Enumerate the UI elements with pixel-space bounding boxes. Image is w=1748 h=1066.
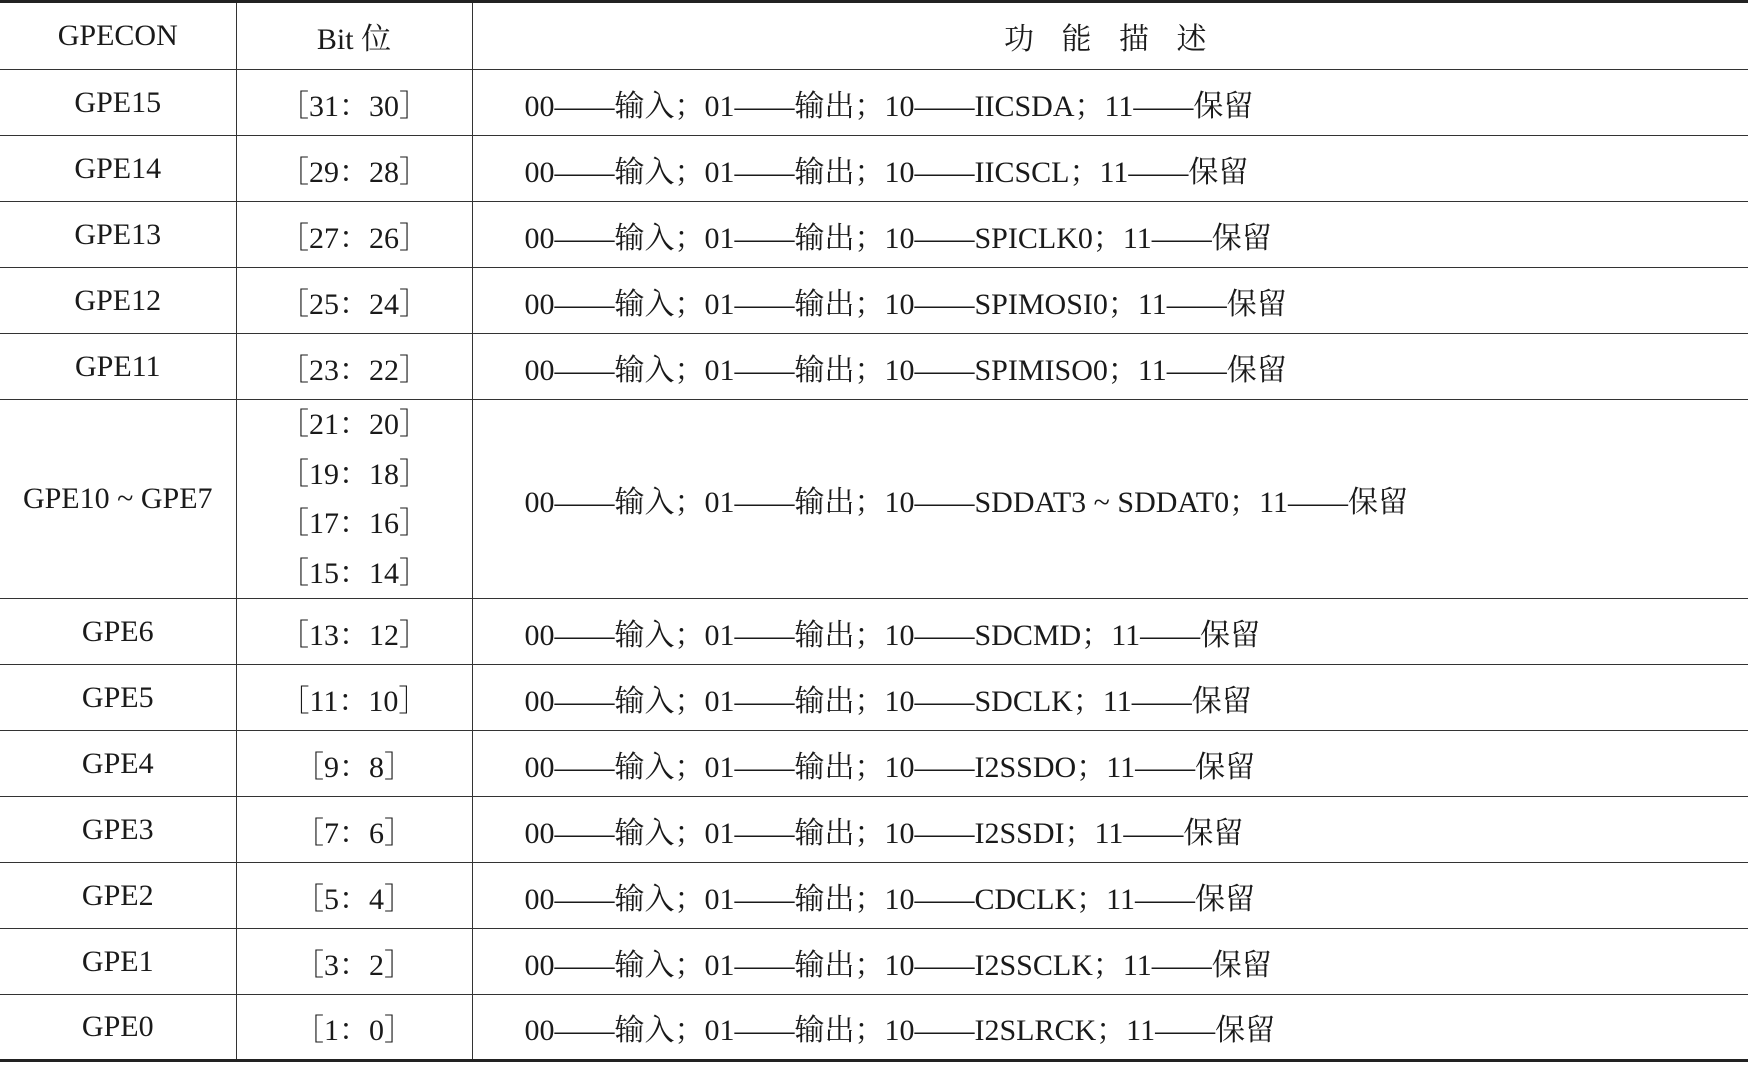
bit-range-cell [236,731,472,797]
bit-range: ［1：0］ [294,1014,414,1047]
table-row [0,202,1748,268]
pin-cell: GPE2 [0,863,236,929]
header-gpecon: GPECON [0,2,236,70]
bit-range-cell [236,268,472,334]
bit-range-cell [236,995,472,1061]
pin-cell: GPE3 [0,797,236,863]
table-row [0,136,1748,202]
table-row [0,268,1748,334]
pin-cell: GPE5 [0,665,236,731]
header-description: 功 能 描 述 [472,2,1748,70]
bit-range: ［29：28］ [279,155,429,189]
bit-range: ［21：20］ [279,408,429,441]
function-description-cell: 00——输入；01——输出；10——I2SSDO；11——保留 [472,731,1748,797]
bit-range-cell [236,929,472,995]
function-description-cell: 00——输入；01——输出；10——I2SSDI；11——保留 [472,797,1748,863]
pin-cell: GPE12 [0,268,236,334]
bit-range-cell [236,400,472,599]
table-row [0,599,1748,665]
table-row [0,70,1748,136]
bit-range: ［11：10］ [279,684,429,718]
function-description-cell: 00——输入；01——输出；10——SDCMD；11——保留 [472,599,1748,665]
bit-range-cell [236,665,472,731]
table-row [0,731,1748,797]
bit-range-cell [236,599,472,665]
bit-range-cell [236,202,472,268]
bit-range: ［5：4］ [294,882,414,916]
function-description-cell: 00——输入；01——输出；10——SPICLK0；11——保留 [472,202,1748,268]
bit-range-cell [236,797,472,863]
pin-cell: GPE13 [0,202,236,268]
pin-cell: GPE14 [0,136,236,202]
bit-range: ［27：26］ [279,221,429,255]
pin-cell: GPE10 ~ GPE7 [0,400,236,599]
bit-range: ［7：6］ [294,816,414,850]
function-description-cell: 00——输入；01——输出；10——I2SLRCK；11——保留 [472,995,1748,1061]
bit-range: ［13：12］ [279,618,429,652]
pin-cell: GPE11 [0,334,236,400]
bit-range-cell [236,70,472,136]
table-row [0,797,1748,863]
function-description-cell: 00——输入；01——输出；10——IICSCL；11——保留 [472,136,1748,202]
function-description-cell: 00——输入；01——输出；10——SPIMOSI0；11——保留 [472,268,1748,334]
table-row [0,334,1748,400]
pin-cell: GPE15 [0,70,236,136]
table-row [0,929,1748,995]
bit-range-cell [236,863,472,929]
bit-range: ［31：30］ [279,89,429,123]
bit-range: ［25：24］ [279,287,429,321]
bit-range: ［23：22］ [279,353,429,387]
table-header-row [0,2,1748,70]
function-description-cell: 00——输入；01——输出；10——I2SSCLK；11——保留 [472,929,1748,995]
function-description-cell: 00——输入；01——输出；10——SDDAT3 ~ SDDAT0；11——保留 [472,400,1748,599]
table-row [0,400,1748,599]
function-description-cell: 00——输入；01——输出；10——IICSDA；11——保留 [472,70,1748,136]
pin-cell: GPE6 [0,599,236,665]
function-description-cell: 00——输入；01——输出；10——SDCLK；11——保留 [472,665,1748,731]
pin-cell: GPE4 [0,731,236,797]
bit-range-cell [236,334,472,400]
table-body [0,70,1748,1061]
table-row [0,995,1748,1061]
function-description-cell: 00——输入；01——输出；10——CDCLK；11——保留 [472,863,1748,929]
function-description-cell: 00——输入；01——输出；10——SPIMISO0；11——保留 [472,334,1748,400]
table-row [0,863,1748,929]
header-bit: Bit 位 [236,2,472,70]
pin-cell: GPE0 [0,995,236,1061]
bit-range: ［15：14］ [279,556,429,590]
bit-range: ［17：16］ [279,507,429,540]
bit-range: ［9：8］ [294,750,414,784]
pin-cell: GPE1 [0,929,236,995]
bit-range: ［3：2］ [294,948,414,982]
bit-range: ［19：18］ [279,457,429,491]
table-row [0,665,1748,731]
bit-range-cell [236,136,472,202]
